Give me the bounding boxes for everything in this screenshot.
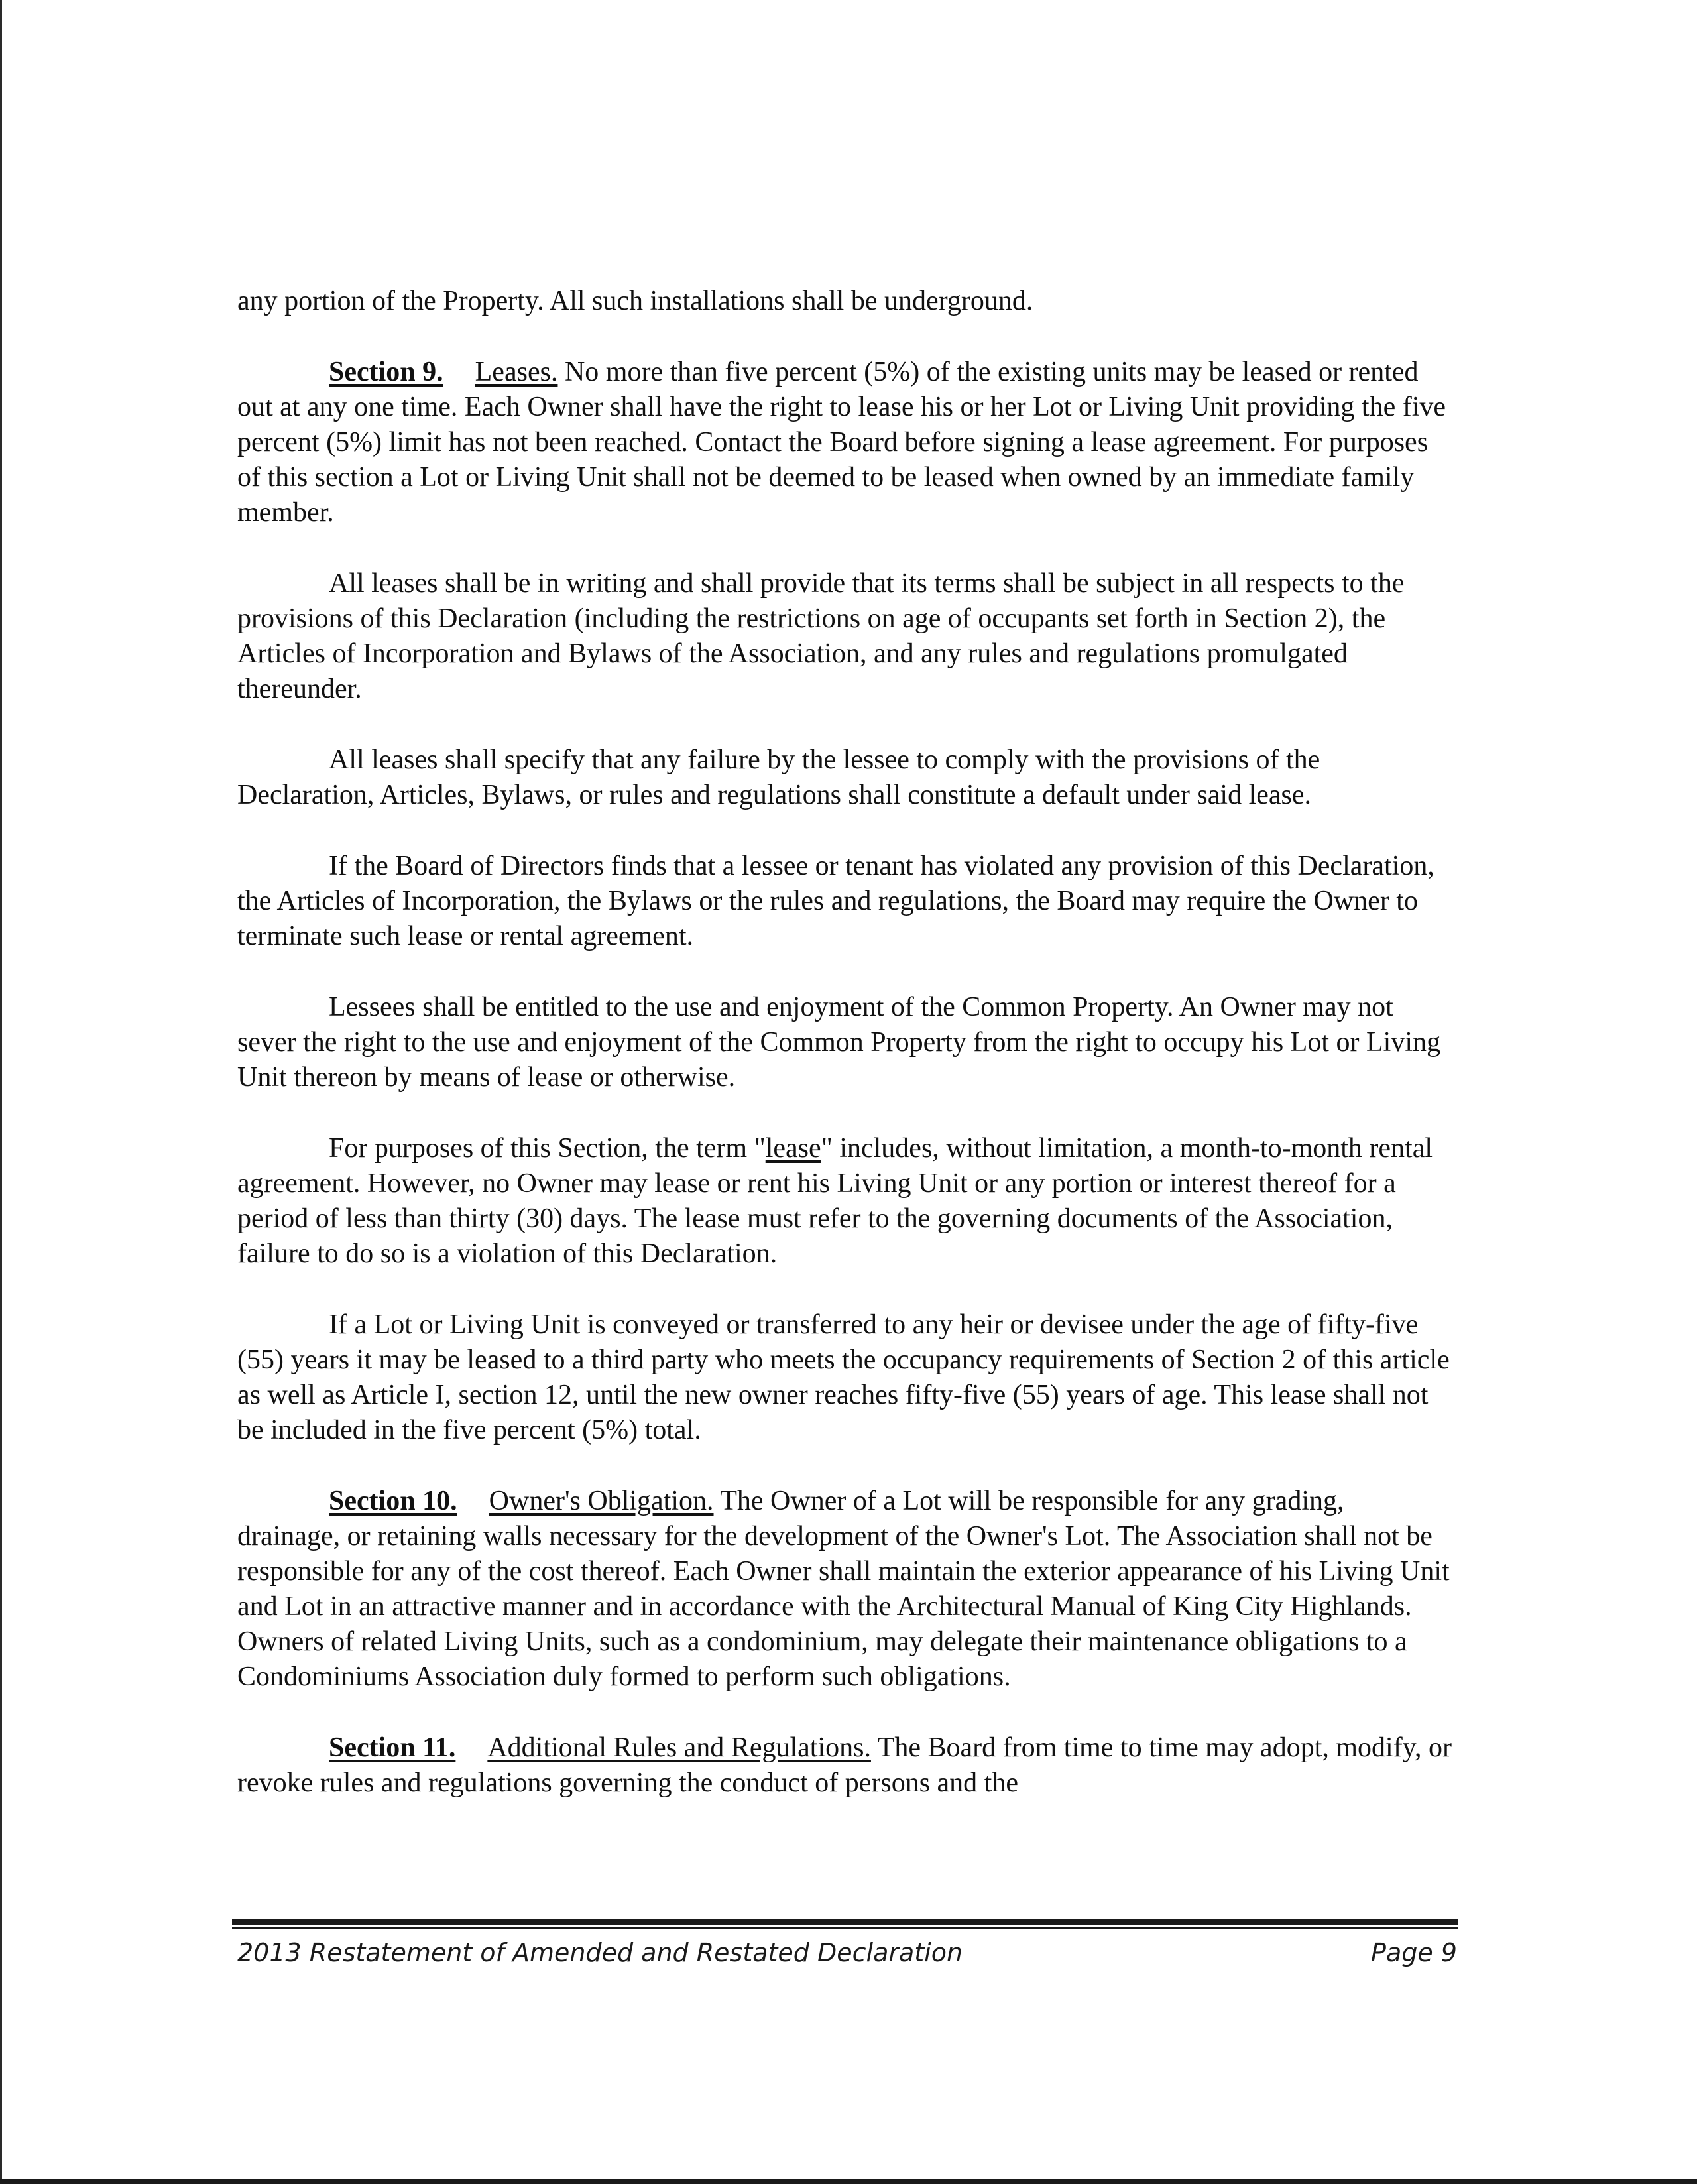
- section-10-text: The Owner of a Lot will be responsible for any grading, drainage, or retaining walls necessary for the development of the Owner's Lot. The Association shall not be responsible for any of the cost thereof. Each Owner shall maintain the exterior appearance of his Living Unit and Lot in an attractive manner and in accordance with the Architectural Manual of King City Highlands. Owners of related Living Units, such as a condominium, may delegate their maintenance obligations to a Condominiums Association duly formed to perform such obligations.: [237, 1486, 1450, 1692]
- section-11-text: The Board from time to time may adopt, modify, or revoke rules and regulations governing the conduct of persons and the: [237, 1732, 1452, 1798]
- paragraph-heir: If a Lot or Living Unit is conveyed or transferred to any heir or devisee under the age of fifty-five (55) years it may be leased to a third party who meets the occupancy requirements of Section 2 of this article as well as Article I, section 12, until the new owner reaches fifty-five (55) years of age. This lease shall not be included in the five percent (5%) total.: [237, 1309, 1450, 1445]
- scan-edge-left: [0, 0, 2, 2184]
- scan-edge-bottom: [0, 2179, 1697, 2184]
- document-body: [237, 284, 1454, 1837]
- section-9-text: No more than five percent (5%) of the existing units may be leased or rented out at any one time. Each Owner shall have the right to lease his or her Lot or Living Unit providing the five percent (5%) limit has not been reached. Contact the Board before signing a lease agreement. For purposes of this section a Lot or Living Unit shall not be deemed to be leased when owned by an immediate family member.: [237, 357, 1446, 528]
- paragraph-lessees: Lessees shall be entitled to the use and enjoyment of the Common Property. An Owner may not sever the right to the use and enjoyment of the Common Property from the right to occupy his Lot or Living Unit thereon by means of lease or otherwise.: [237, 992, 1440, 1093]
- section-11-title: Additional Rules and Regulations.: [487, 1732, 871, 1763]
- section-10-title: Owner's Obligation.: [489, 1486, 714, 1516]
- page-footer: [237, 1934, 1457, 1971]
- section-11-paragraph: [237, 1730, 1454, 1801]
- section-10-paragraph: [237, 1484, 1454, 1695]
- section-9-title: Leases.: [475, 357, 558, 387]
- lease-definition-lead: For purposes of this Section, the term ": [329, 1133, 766, 1164]
- paragraph-leases-writing: All leases shall be in writing and shall provide that its terms shall be subject in all respects to the provisions of this Declaration (including the restrictions on age of occupants set forth in Section 2), the Articles of Incorporation and Bylaws of the Association, and any rules and regulations promulgated thereunder.: [237, 568, 1405, 704]
- footer-rule: [232, 1919, 1458, 1925]
- lease-definition-rest: " includes, without limitation, a month-to-month rental agreement. However, no Owner may lease or rent his Living Unit or any portion or interest thereof for a period of less than thirty (30) days. The lease must refer to the governing documents of the Association, failure to do so is a violation of this Declaration.: [237, 1133, 1433, 1269]
- section-9-heading: Section 9.: [329, 357, 443, 387]
- footer-rule-thin: [232, 1927, 1458, 1929]
- paragraph-leases-specify: All leases shall specify that any failure by the lessee to comply with the provisions of the Declaration, Articles, Bylaws, or rules and regulations shall constitute a default under said lease.: [237, 745, 1320, 810]
- footer-page-number: Page 9: [1371, 1938, 1457, 1967]
- paragraph-continuation: any portion of the Property. All such installations shall be underground.: [237, 286, 1033, 316]
- section-9-paragraph: [237, 355, 1454, 530]
- section-10-heading: Section 10.: [329, 1486, 457, 1516]
- paragraph-board-finds: If the Board of Directors finds that a lessee or tenant has violated any provision of this Declaration, the Articles of Incorporation, the Bylaws or the rules and regulations, the Board may require the Owner to terminate such lease or rental agreement.: [237, 851, 1434, 951]
- paragraph-lease-definition: [237, 1131, 1454, 1272]
- footer-document-title: 2013 Restatement of Amended and Restated Declaration: [237, 1938, 963, 1967]
- lease-term: lease: [765, 1133, 821, 1164]
- section-11-heading: Section 11.: [329, 1732, 456, 1763]
